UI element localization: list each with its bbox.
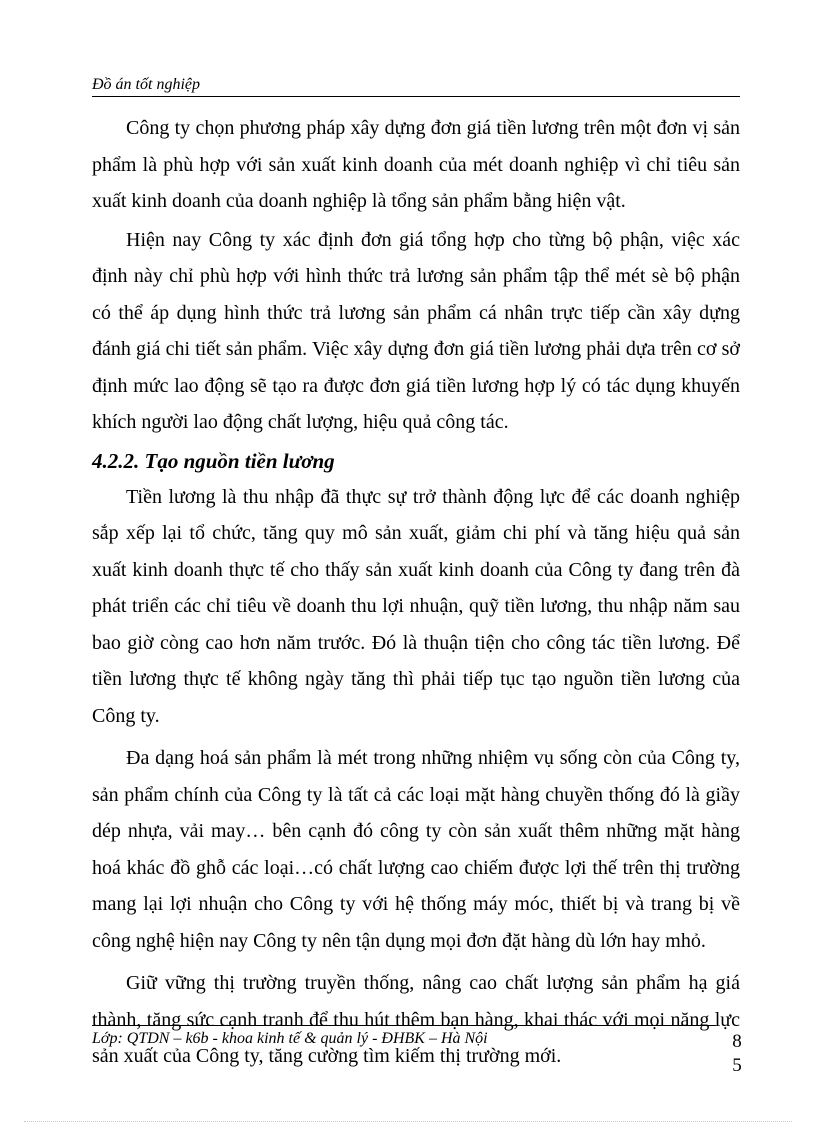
page-header xyxy=(92,76,740,97)
section-heading: 4.2.2. Tạo nguồn tiền lương xyxy=(92,448,335,473)
paragraph-3: Tiền lương là thu nhập đã thực sự trở thành động lực để các doanh nghiệp sắp xếp lại tổ chức, tăng quy mô sản xuất, giảm chi phí và tăng hiệu quả sản xuất kinh doanh thực tế cho thấy sản xuất kinh doanh của Công ty đang trên đà phát triển các chỉ tiêu về doanh thu lợi nhuận, quỹ tiền lương, thu nhập năm sau bao giờ còng cao hơn năm trước. Đó là thuận tiện cho công tác tiền lương. Để tiền lương thực tế không ngày tăng thì phải tiếp tục tạo nguồn tiền lương của Công ty. xyxy=(92,485,740,727)
footer-class-info: Lớp: QTDN – k6b - khoa kinh tế & quản lý - ĐHBK – Hà Nội xyxy=(92,1030,488,1047)
page-number-digit-1: 8 xyxy=(732,1031,742,1052)
page-number xyxy=(730,1030,744,1078)
document-body xyxy=(92,110,740,1077)
paragraph-4: Đa dạng hoá sản phẩm là mét trong những nhiệm vụ sống còn của Công ty, sản phẩm chính của Công ty là tất cả các loại mặt hàng chuyền thống đó là giầy dép nhựa, vải may… bên cạnh đó công ty còn sản xuất thêm những mặt hàng hoá khác đồ ghỗ các loại…có chất lượng cao chiếm được lợi thế trên thị trường mang lại lợi nhuận cho Công ty với hệ thống máy móc, thiết bị và trang bị về công nghệ hiện nay Công ty nên tận dụng mọi đơn đặt hàng dù lớn hay mhỏ. xyxy=(92,747,740,952)
paragraph-1: Công ty chọn phương pháp xây dựng đơn giá tiền lương trên một đơn vị sản phẩm là phù hợp với sản xuất kinh doanh của mét doanh nghiệp vì chỉ tiêu sản xuất kinh doanh của doanh nghiệp là tổng sản phẩm bằng hiện vật. xyxy=(92,117,740,212)
page-bottom-edge xyxy=(24,1121,792,1122)
footer-divider xyxy=(92,1025,716,1026)
header-title: Đồ án tốt nghiệp xyxy=(92,76,200,93)
page-number-digit-2: 5 xyxy=(732,1055,742,1076)
paragraph-2: Hiện nay Công ty xác định đơn giá tổng hợp cho từng bộ phận, việc xác định này chỉ phù hợp với hình thức trả lương sản phẩm tập thể mét sè bộ phận có thể áp dụng hình thức trả lương sản phẩm cá nhân trực tiếp cần xây dựng đánh giá chi tiết sản phẩm. Việc xây dựng đơn giá tiền lương phải dựa trên cơ sở định mức lao động sẽ tạo ra được đơn giá tiền lương hợp lý có tác dụng khuyến khích người lao động chất lượng, hiệu quả công tác. xyxy=(92,228,740,433)
paragraph-5: Giữ vững thị trường truyền thống, nâng cao chất lượng sản phẩm hạ giá thành, tăng sức cạnh tranh để thu hút thêm bạn hàng, khai thác với mọi năng lực sản xuất của Công ty, tăng cường tìm kiếm thị trường mới. xyxy=(92,972,740,1067)
